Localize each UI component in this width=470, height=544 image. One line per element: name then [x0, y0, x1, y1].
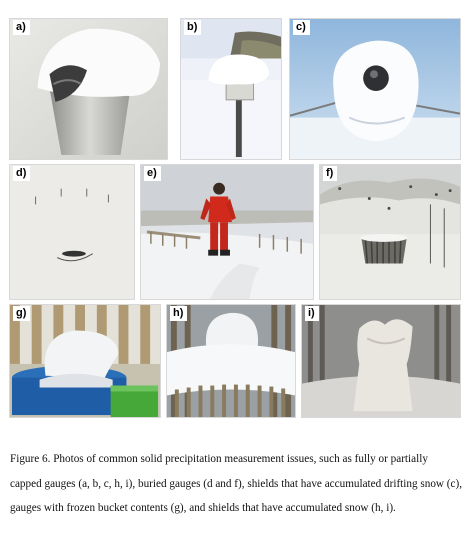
panel-label-i: i) [305, 306, 319, 321]
figure-caption: Figure 6. Photos of common solid precipitation measurement issues, such as fully or partially capped gauges (a, b, c, h, i), buried gauges (d and f), shields that have accumulated drifting snow (c), gauges with frozen bucket contents (g), and shields that have accumulated snow (h, i). [10, 453, 463, 515]
frozen-bucket-photo [10, 305, 160, 417]
photo-panel-b [180, 18, 282, 160]
snow-encrusted-gauge-photo [302, 305, 460, 417]
panel-label-e: e) [144, 166, 161, 181]
capped-gauge-photo [10, 19, 167, 159]
photo-panel-c [289, 18, 461, 160]
panel-label-g: g) [13, 306, 30, 321]
snowy-shield-photo [167, 305, 295, 417]
photo-panel-d [9, 164, 135, 300]
panel-label-b: b) [184, 20, 201, 35]
person-on-snowy-platform-photo [141, 165, 313, 299]
panel-label-h: h) [170, 306, 187, 321]
photo-panel-i [301, 304, 461, 418]
panel-label-d: d) [13, 166, 30, 181]
photo-panel-g [9, 304, 161, 418]
photo-panel-h [166, 304, 296, 418]
panel-label-f: f) [323, 166, 337, 181]
photo-panel-a [9, 18, 168, 160]
gauge-on-post-photo [181, 19, 281, 159]
snow-covered-shield-photo [290, 19, 460, 159]
photo-panel-e [140, 164, 314, 300]
panel-label-c: c) [293, 20, 310, 35]
photo-panel-f [319, 164, 461, 300]
buried-shield-landscape-photo [320, 165, 460, 299]
buried-gauge-photo [10, 165, 134, 299]
panel-label-a: a) [13, 20, 30, 35]
